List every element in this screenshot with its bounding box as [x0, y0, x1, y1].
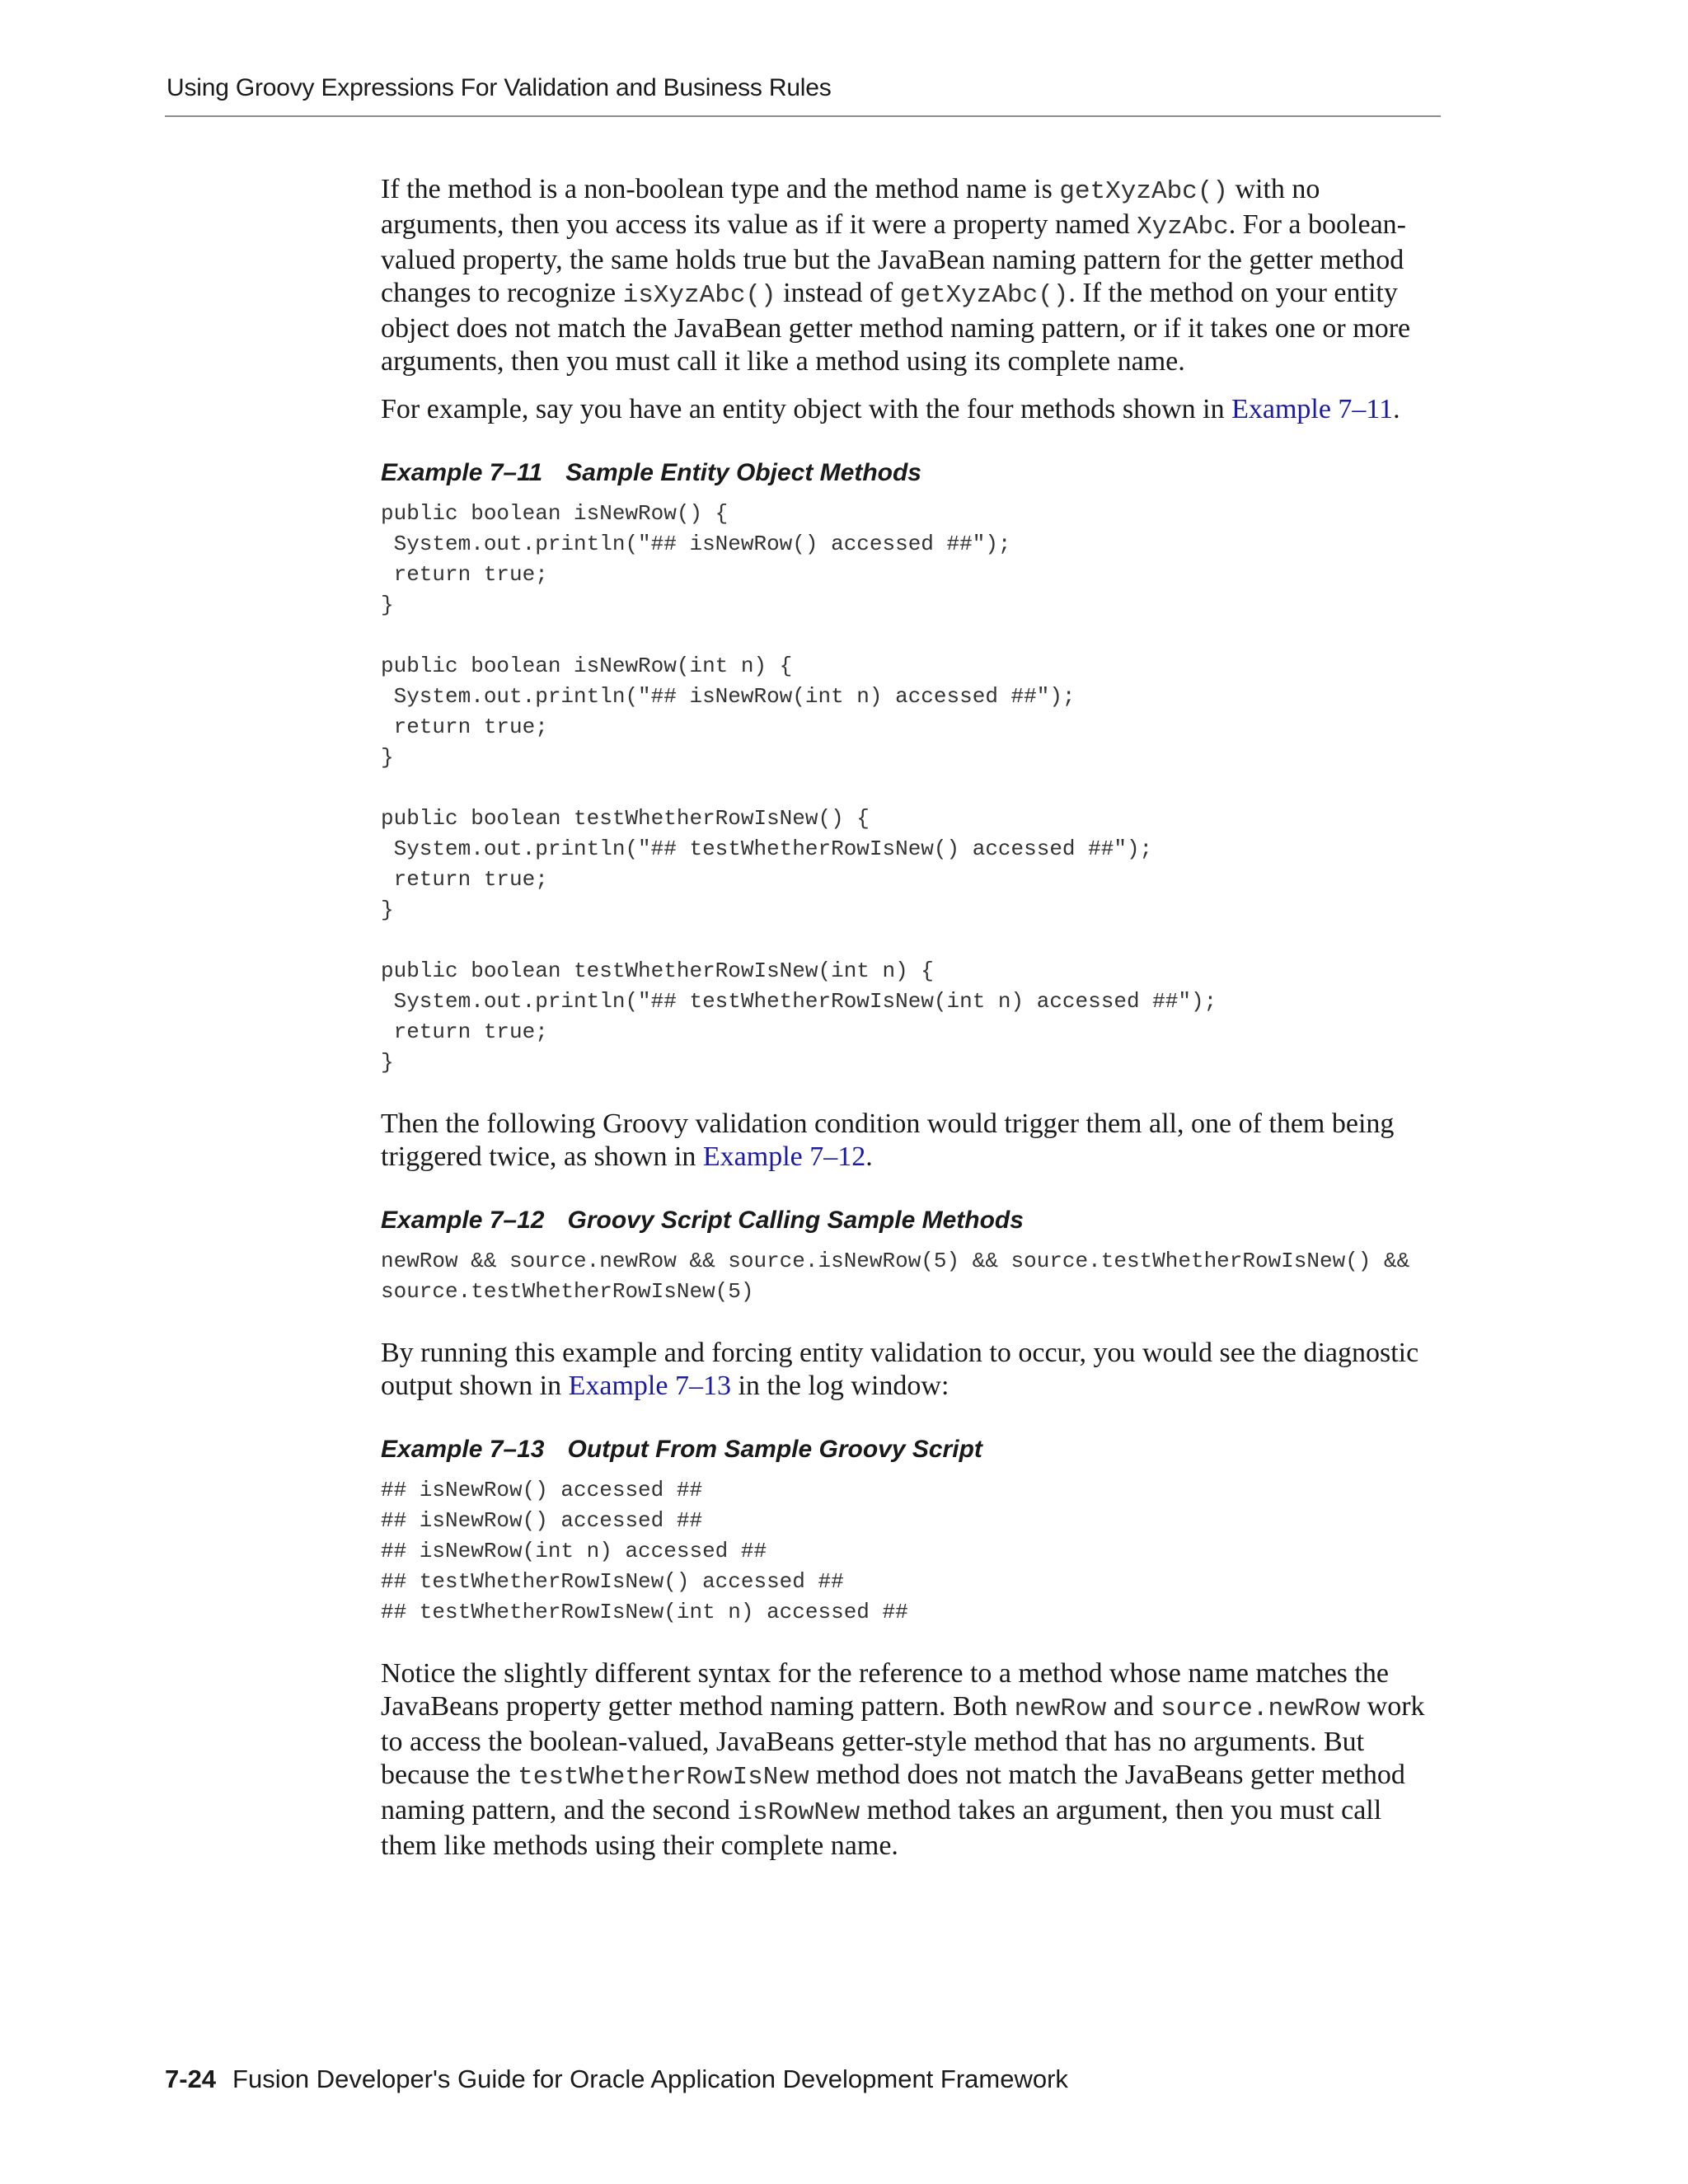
inline-code: getXyzAbc(): [1059, 177, 1228, 206]
inline-code: isRowNew: [737, 1798, 860, 1827]
text-span: in the log window:: [730, 1371, 950, 1401]
example-7-12-link[interactable]: Example 7–12: [702, 1141, 866, 1172]
example-caption: Output From Sample Groovy Script: [567, 1436, 982, 1463]
example-7-13-code: ## isNewRow() accessed ## ## isNewRow() accessed ## ## isNewRow(int n) accessed ## ## testWhetherRowIsNew() accessed ## ## testWhetherRowIsNew(int n) accessed ##: [381, 1478, 908, 1624]
text-span: instead of: [776, 278, 900, 308]
page-content: [381, 173, 1444, 1877]
inline-code: getXyzAbc(): [899, 281, 1069, 310]
text-span: and: [1106, 1691, 1161, 1722]
book-title: Fusion Developer's Guide for Oracle Application Development Framework: [232, 2064, 1068, 2093]
example-7-13-title: [381, 1436, 1444, 1464]
example-7-12-code: newRow && source.newRow && source.isNewRow(5) && source.testWhetherRowIsNew() && source.testWhetherRowIsNew(5): [381, 1249, 1410, 1304]
example-number: Example 7–11: [381, 459, 543, 486]
text-span: For example, say you have an entity object with the four methods shown in: [381, 394, 1232, 424]
example-7-12-title: [381, 1207, 1444, 1235]
text-span: work to access the boolean-valued, JavaBeans getter-style method that has no arguments. But because the: [381, 1691, 1425, 1790]
example-number: Example 7–12: [381, 1207, 545, 1234]
header-divider: [165, 115, 1441, 117]
example-number: Example 7–13: [381, 1436, 545, 1463]
paragraph-syntax-notice: [381, 1657, 1444, 1863]
inline-code: testWhetherRowIsNew: [518, 1763, 809, 1792]
inline-code: source.newRow: [1160, 1694, 1361, 1723]
paragraph-diagnostic-output: [381, 1337, 1444, 1403]
text-span: .: [1393, 394, 1400, 424]
text-span: Notice the slightly different syntax for the reference to a method whose name matches the JavaBeans property getter method naming pattern. Both: [381, 1658, 1389, 1722]
text-span: .: [865, 1141, 873, 1172]
example-7-11-title: [381, 459, 1444, 487]
paragraph-method-access: [381, 173, 1444, 378]
text-span: with no arguments, then you access its value as if it were a property named: [381, 174, 1320, 240]
example-7-11-link[interactable]: Example 7–11: [1231, 394, 1394, 424]
example-caption: Groovy Script Calling Sample Methods: [567, 1207, 1024, 1234]
inline-code: isXyzAbc(): [622, 281, 776, 310]
inline-code: newRow: [1014, 1694, 1107, 1723]
paragraph-example-intro: [381, 393, 1444, 426]
text-span: Then the following Groovy validation condition would trigger them all, one of them being triggered twice, as shown in: [381, 1108, 1395, 1172]
text-span: method takes an argument, then you must call them like methods using their complete name.: [381, 1795, 1382, 1861]
inline-code: XyzAbc: [1137, 213, 1229, 241]
text-span: By running this example and forcing entity validation to occur, you would see the diagnostic output shown in: [381, 1338, 1419, 1401]
text-span: method does not match the JavaBeans getter method naming pattern, and the second: [381, 1760, 1405, 1825]
running-header: Using Groovy Expressions For Validation and Business Rules: [166, 74, 832, 101]
text-span: . If the method on your entity object does not match the JavaBean getter method naming pattern, or if it takes one or more arguments, then you must call it like a method using its complete name.: [381, 278, 1411, 377]
example-7-11-code: public boolean isNewRow() { System.out.println("## isNewRow() accessed ##"); return true; } public boolean isNewRow(int n) { System.out.println("## isNewRow(int n) accessed ##"); return true; } public boolean testWhetherRowIsNew() { System.out.println("## testWhetherRowIsNew() accessed ##"); return true; } public boolean testWhetherRowIsNew(int n) { System.out.println("## testWhetherRowIsNew(int n) accessed ##"); return true; }: [381, 501, 1217, 1075]
text-span: If the method is a non-boolean type and the method name is: [381, 174, 1060, 204]
page-number: 7-24: [165, 2064, 217, 2093]
page-footer: [165, 2064, 1068, 2094]
example-caption: Sample Entity Object Methods: [565, 459, 921, 486]
paragraph-groovy-condition: [381, 1108, 1444, 1174]
example-7-13-link[interactable]: Example 7–13: [568, 1371, 731, 1401]
text-span: . For a boolean-valued property, the same holds true but the JavaBean naming pattern for the getter method changes to recognize: [381, 209, 1406, 308]
